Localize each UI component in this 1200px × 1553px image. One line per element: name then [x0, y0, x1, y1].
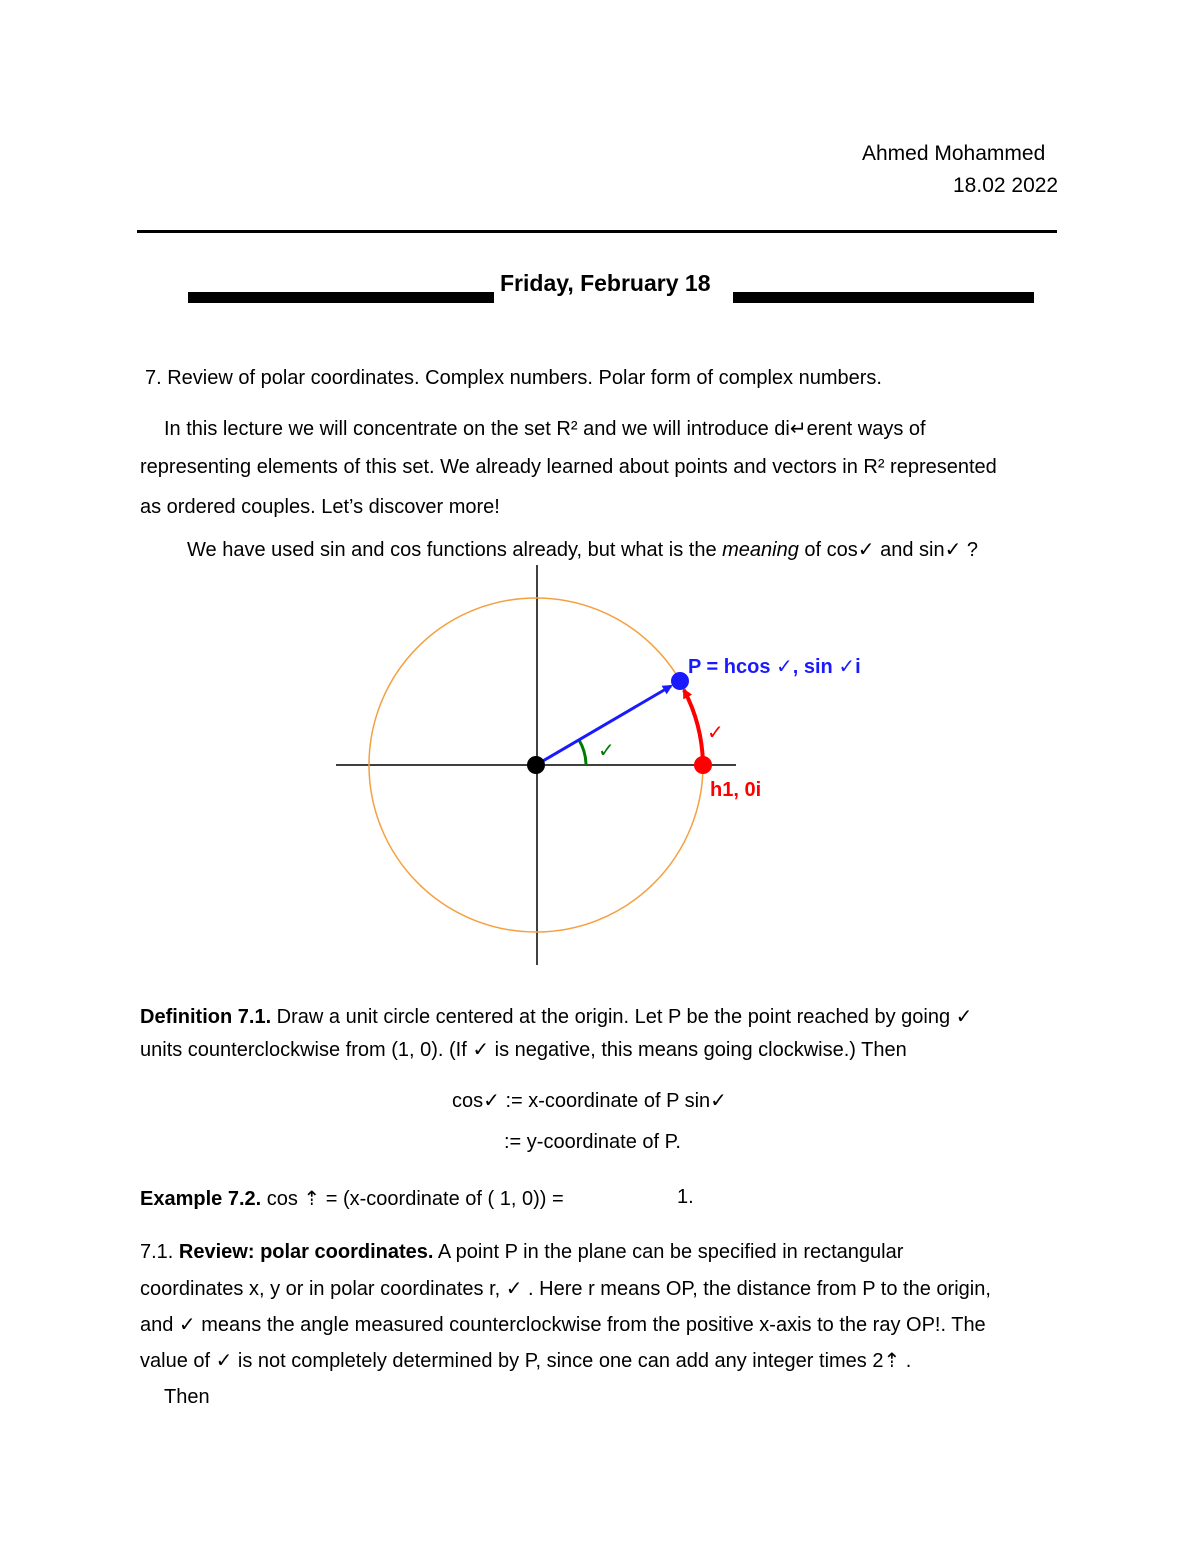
definition-line-2: units counterclockwise from (1, 0). (If ✓ is negative, this means going clockwise.) Then [140, 1039, 907, 1061]
question-post: of cos✓ and sin✓ ? [798, 539, 979, 561]
review-line-1 [140, 1241, 903, 1264]
theta-arc [684, 690, 703, 765]
example-line [140, 1186, 564, 1211]
definition-equation-1: cos✓ := x-coordinate of P sin✓ [452, 1090, 727, 1112]
definition-equation-2: := y-coordinate of P. [504, 1131, 681, 1153]
origin-point [527, 756, 545, 774]
review-label: Review: polar coordinates. [178, 1241, 434, 1263]
review-line-5: Then [164, 1386, 210, 1408]
example-text: cos ⇡ = (x-coordinate of ( 1, 0)) = [261, 1188, 564, 1210]
theta-angle-arc [579, 740, 586, 765]
p-label: P = hcos ✓, sin ✓i [688, 656, 861, 678]
intro-line-2: representing elements of this set. We already learned about points and vectors in R² represented [140, 456, 997, 478]
theta-angle-label: ✓ [598, 740, 615, 762]
question-emphasis: meaning [722, 539, 799, 561]
review-line-2: coordinates x, y or in polar coordinates r, ✓ . Here r means OP, the distance from P to the origin, [140, 1278, 991, 1300]
point-p [671, 672, 689, 690]
point-1-0-label: h1, 0i [710, 779, 762, 801]
author-name: Ahmed Mohammed [862, 142, 1046, 165]
question-pre: We have used sin and cos functions already, but what is the [187, 539, 723, 561]
intro-line-1: In this lecture we will concentrate on the set R² and we will introduce di↵erent ways of [164, 418, 926, 440]
definition-line-1 [140, 1004, 972, 1029]
review-line-3: and ✓ means the angle measured counterclockwise from the positive x-axis to the ray OP!. The [140, 1314, 986, 1336]
intro-line-3: as ordered couples. Let’s discover more! [140, 496, 500, 518]
theta-arc-label: ✓ [707, 722, 724, 744]
point-1-0 [694, 756, 712, 774]
document-date: 18.02 2022 [953, 174, 1059, 197]
definition-label: Definition 7.1. [140, 1006, 272, 1028]
page-title: Friday, February 18 [500, 270, 711, 296]
example-label: Example 7.2. [140, 1188, 262, 1210]
definition-text-1: Draw a unit circle centered at the origin. Let P be the point reached by going ✓ [271, 1006, 973, 1028]
example-result: 1. [677, 1186, 694, 1208]
review-line-4: value of ✓ is not completely determined by P, since one can add any integer times 2⇡ . [140, 1350, 912, 1372]
review-number: 7.1. [140, 1241, 179, 1263]
section-heading: 7. Review of polar coordinates. Complex numbers. Polar form of complex numbers. [145, 367, 882, 389]
review-text-1: A point P in the plane can be specified in rectangular [433, 1241, 904, 1263]
